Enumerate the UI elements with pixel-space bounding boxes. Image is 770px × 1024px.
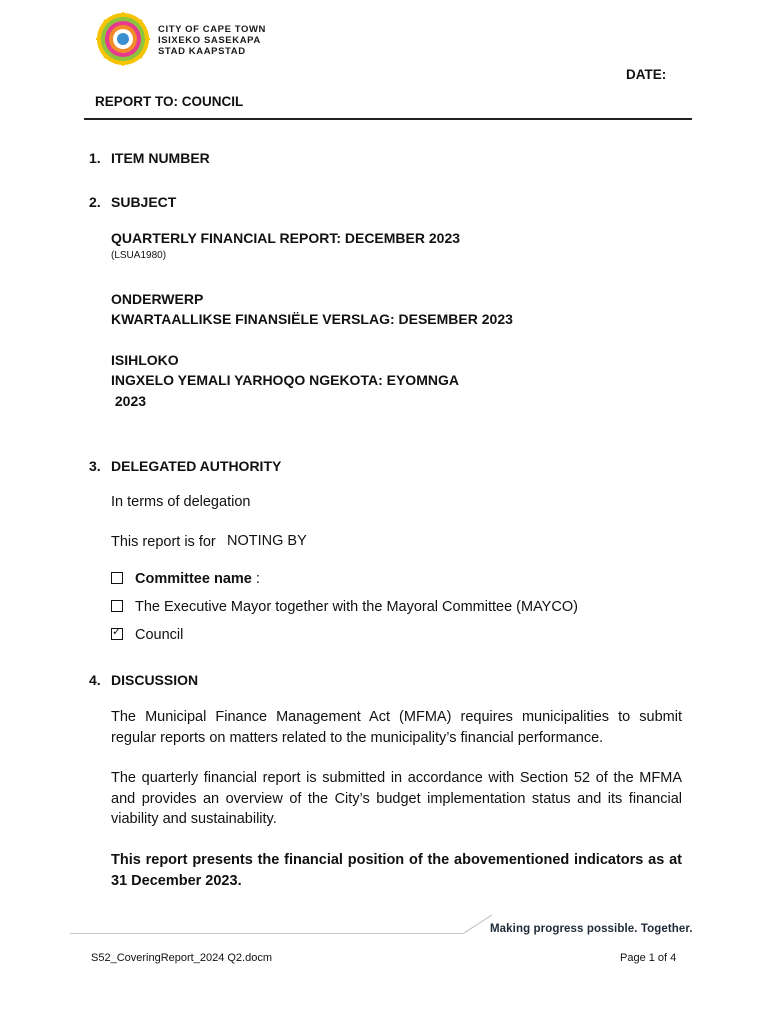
footer-filename: S52_CoveringReport_2024 Q2.docm [91, 952, 273, 964]
section-4-number: 4. [89, 672, 101, 688]
option-mayco-label: The Executive Mayor together with the Mayoral Committee (MAYCO) [135, 599, 578, 615]
option-council-label: Council [135, 627, 184, 643]
option-committee-suffix: : [251, 571, 260, 587]
delegation-text: In terms of delegation [111, 494, 251, 510]
org-name-xh: ISIXEKO SASEKAPA [158, 35, 261, 46]
org-name-af: STAD KAAPSTAD [158, 46, 246, 57]
organisation-name [158, 24, 266, 57]
org-name-en: CITY OF CAPE TOWN [158, 24, 267, 35]
footer-page-number: Page 1 of 4 [620, 952, 677, 964]
option-council[interactable] [111, 627, 183, 643]
city-of-cape-town-logo-icon [96, 12, 150, 66]
section-2-number: 2. [89, 194, 101, 210]
discussion-paragraph-2: The quarterly financial report is submitted in accordance with Section 52 of the MFMA and provides an overview of the City’s budget implementation status and its financial viability and sustainability. [111, 770, 682, 827]
section-4-title: DISCUSSION [111, 672, 199, 688]
section-2-title: SUBJECT [111, 194, 177, 210]
section-3-number: 3. [89, 458, 101, 474]
report-to: REPORT TO: COUNCIL [95, 94, 244, 109]
checkbox-council-checked[interactable] [111, 628, 123, 640]
section-3-title: DELEGATED AUTHORITY [111, 458, 282, 474]
report-for-label: This report is for [111, 534, 216, 550]
subject-isixhosa-line-1: INGXELO YEMALI YARHOQO NGEKOTA: EYOMNGA [111, 372, 459, 388]
subject-isixhosa-line-2: 2023 [111, 393, 147, 409]
subject-afrikaans-heading: ONDERWERP [111, 291, 204, 307]
subject-english: QUARTERLY FINANCIAL REPORT: DECEMBER 2023 [111, 230, 461, 246]
footer-divider [70, 933, 464, 934]
subject-afrikaans: KWARTAALLIKSE FINANSIËLE VERSLAG: DESEMBER 2023 [111, 311, 513, 327]
subject-reference: (LSUA1980) [111, 250, 167, 261]
footer-tagline: Making progress possible. Together. [490, 923, 693, 935]
header-divider [84, 118, 692, 120]
subject-isixhosa-heading: ISIHLOKO [111, 352, 179, 368]
option-committee[interactable] [111, 571, 260, 587]
report-for-value: NOTING BY [227, 533, 307, 549]
option-committee-label: Committee name [135, 571, 252, 587]
checkbox-mayco[interactable] [111, 600, 123, 612]
section-1-title: ITEM NUMBER [111, 150, 210, 166]
date-label: DATE: [626, 67, 667, 82]
discussion-paragraph-3: This report presents the financial position of the abovementioned indicators as at 31 December 2023. [111, 852, 682, 889]
option-mayco[interactable] [111, 599, 578, 615]
checkbox-committee[interactable] [111, 572, 123, 584]
discussion-paragraph-1: The Municipal Finance Management Act (MFMA) requires municipalities to submit regular reports on matters related to the municipality’s financial performance. [111, 709, 682, 746]
section-1-number: 1. [89, 150, 101, 166]
